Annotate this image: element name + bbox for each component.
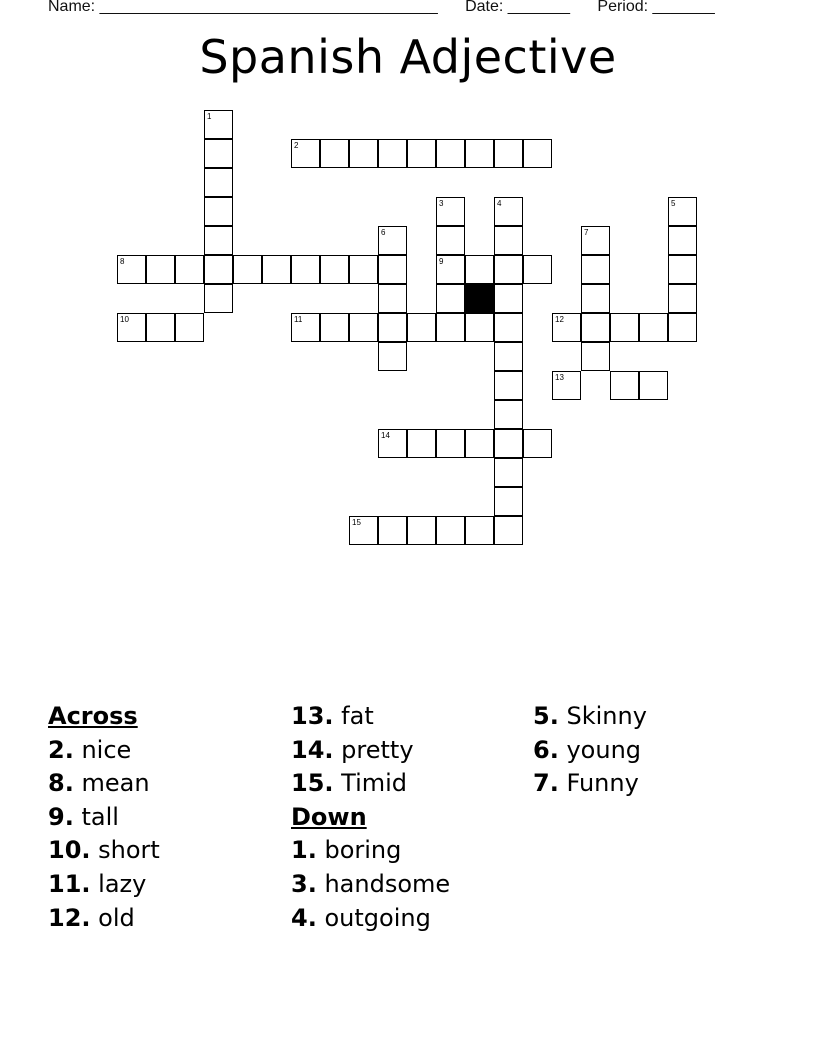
crossword-cell[interactable] xyxy=(291,313,320,342)
clue-across-13: 13. fat xyxy=(291,702,374,730)
clue-across-9: 9. tall xyxy=(48,802,119,831)
crossword-cell[interactable] xyxy=(233,255,262,284)
crossword-cell[interactable] xyxy=(494,139,523,168)
crossword-cell[interactable] xyxy=(204,255,233,284)
crossword-cell[interactable] xyxy=(407,139,436,168)
crossword-cell[interactable] xyxy=(117,255,146,284)
worksheet-header xyxy=(48,0,729,16)
crossword-cell[interactable] xyxy=(465,255,494,284)
crossword-cell[interactable] xyxy=(494,313,523,342)
crossword-cell[interactable] xyxy=(378,313,407,342)
date-field: Date: _______ xyxy=(465,0,571,15)
clue-down-6: 6. young xyxy=(533,735,642,764)
crossword-cell[interactable] xyxy=(668,226,697,255)
crossword-cell[interactable] xyxy=(436,197,465,226)
crossword-cell[interactable] xyxy=(523,139,552,168)
crossword-cell[interactable] xyxy=(436,313,465,342)
crossword-cell[interactable] xyxy=(175,313,204,342)
crossword-cell[interactable] xyxy=(349,313,378,342)
crossword-cell[interactable] xyxy=(581,313,610,342)
crossword-cell[interactable] xyxy=(320,255,349,284)
crossword-cell[interactable] xyxy=(378,429,407,458)
crossword-cell[interactable] xyxy=(668,284,697,313)
clue-number-7: 7 xyxy=(584,227,589,237)
crossword-cell[interactable] xyxy=(204,284,233,313)
crossword-cell[interactable] xyxy=(378,139,407,168)
crossword-cell[interactable] xyxy=(204,139,233,168)
crossword-cell[interactable] xyxy=(378,516,407,545)
crossword-cell[interactable] xyxy=(204,197,233,226)
crossword-cell[interactable] xyxy=(204,110,233,139)
crossword-cell[interactable] xyxy=(378,342,407,371)
crossword-cell[interactable] xyxy=(610,371,639,400)
crossword-cell[interactable] xyxy=(320,313,349,342)
clue-across-15: 15. Timid xyxy=(291,769,408,798)
crossword-cell[interactable] xyxy=(349,139,378,168)
clue-number-12: 12 xyxy=(555,314,564,324)
crossword-cell[interactable] xyxy=(639,313,668,342)
crossword-cell[interactable] xyxy=(378,226,407,255)
period-field: Period: _______ xyxy=(597,0,715,15)
clue-number-9: 9 xyxy=(439,256,444,266)
crossword-cell[interactable] xyxy=(494,197,523,226)
crossword-cell[interactable] xyxy=(523,255,552,284)
crossword-cell[interactable] xyxy=(465,313,494,342)
crossword-cell[interactable] xyxy=(378,255,407,284)
crossword-cell[interactable] xyxy=(407,429,436,458)
page-title: Spanish Adjective xyxy=(199,30,617,84)
crossword-cell[interactable] xyxy=(204,226,233,255)
crossword-cell[interactable] xyxy=(581,226,610,255)
clue-number-4: 4 xyxy=(497,198,502,208)
crossword-cell[interactable] xyxy=(668,255,697,284)
clue-number-8: 8 xyxy=(120,256,125,266)
crossword-cell[interactable] xyxy=(146,255,175,284)
crossword-black-cell xyxy=(465,284,494,313)
crossword-cell[interactable] xyxy=(436,226,465,255)
crossword-cell[interactable] xyxy=(494,342,523,371)
crossword-cell[interactable] xyxy=(320,139,349,168)
crossword-cell[interactable] xyxy=(494,516,523,545)
crossword-cell[interactable] xyxy=(465,429,494,458)
crossword-cell[interactable] xyxy=(668,197,697,226)
crossword-cell[interactable] xyxy=(349,516,378,545)
clue-down-7: 7. Funny xyxy=(533,769,639,798)
crossword-cell[interactable] xyxy=(407,313,436,342)
clue-across-14: 14. pretty xyxy=(291,735,414,764)
crossword-cell[interactable] xyxy=(581,255,610,284)
crossword-cell[interactable] xyxy=(436,516,465,545)
crossword-cell[interactable] xyxy=(494,284,523,313)
crossword-cell[interactable] xyxy=(465,516,494,545)
crossword-cell[interactable] xyxy=(175,255,204,284)
crossword-cell[interactable] xyxy=(291,139,320,168)
across-heading: Across xyxy=(48,702,138,730)
crossword-cell[interactable] xyxy=(552,313,581,342)
crossword-cell[interactable] xyxy=(262,255,291,284)
clue-number-13: 13 xyxy=(555,372,564,382)
crossword-cell[interactable] xyxy=(146,313,175,342)
clue-across-2: 2. nice xyxy=(48,735,132,764)
crossword-cell[interactable] xyxy=(204,168,233,197)
crossword-cell[interactable] xyxy=(494,226,523,255)
crossword-cell[interactable] xyxy=(465,139,494,168)
crossword-cell[interactable] xyxy=(436,139,465,168)
clue-number-15: 15 xyxy=(352,517,361,527)
clue-number-14: 14 xyxy=(381,430,390,440)
clue-number-6: 6 xyxy=(381,227,386,237)
clue-across-8: 8. mean xyxy=(48,769,150,798)
clue-across-12: 12. old xyxy=(48,903,135,932)
crossword-cell[interactable] xyxy=(494,255,523,284)
clue-number-2: 2 xyxy=(294,140,299,150)
crossword-cell[interactable] xyxy=(494,487,523,516)
crossword-cell[interactable] xyxy=(639,371,668,400)
crossword-cell[interactable] xyxy=(494,458,523,487)
crossword-cell[interactable] xyxy=(581,284,610,313)
clue-number-11: 11 xyxy=(294,314,303,324)
crossword-cell[interactable] xyxy=(668,313,697,342)
crossword-cell[interactable] xyxy=(552,371,581,400)
crossword-cell[interactable] xyxy=(378,284,407,313)
down-heading: Down xyxy=(291,802,367,831)
crossword-cell[interactable] xyxy=(494,429,523,458)
crossword-cell[interactable] xyxy=(436,284,465,313)
crossword-cell[interactable] xyxy=(494,400,523,429)
clue-across-11: 11. lazy xyxy=(48,869,147,898)
clue-number-1: 1 xyxy=(207,111,212,121)
crossword-cell[interactable] xyxy=(349,255,378,284)
crossword-cell[interactable] xyxy=(494,371,523,400)
clue-column-2 xyxy=(291,700,450,935)
clue-number-5: 5 xyxy=(671,198,676,208)
clue-down-5: 5. Skinny xyxy=(533,702,647,730)
name-field: Name: ______________________________________ xyxy=(48,0,438,15)
crossword-cell[interactable] xyxy=(407,516,436,545)
clue-number-3: 3 xyxy=(439,198,444,208)
clue-across-10: 10. short xyxy=(48,836,160,865)
clue-column-3 xyxy=(533,700,647,801)
crossword-cell[interactable] xyxy=(291,255,320,284)
clue-down-1: 1. boring xyxy=(291,836,402,865)
crossword-cell[interactable] xyxy=(523,429,552,458)
crossword-cell[interactable] xyxy=(436,255,465,284)
clue-column-1 xyxy=(48,700,160,935)
crossword-cell[interactable] xyxy=(610,313,639,342)
crossword-cell[interactable] xyxy=(436,429,465,458)
clue-down-4: 4. outgoing xyxy=(291,903,431,932)
clue-down-3: 3. handsome xyxy=(291,869,451,898)
clue-number-10: 10 xyxy=(120,314,129,324)
crossword-cell[interactable] xyxy=(581,342,610,371)
crossword-cell[interactable] xyxy=(117,313,146,342)
